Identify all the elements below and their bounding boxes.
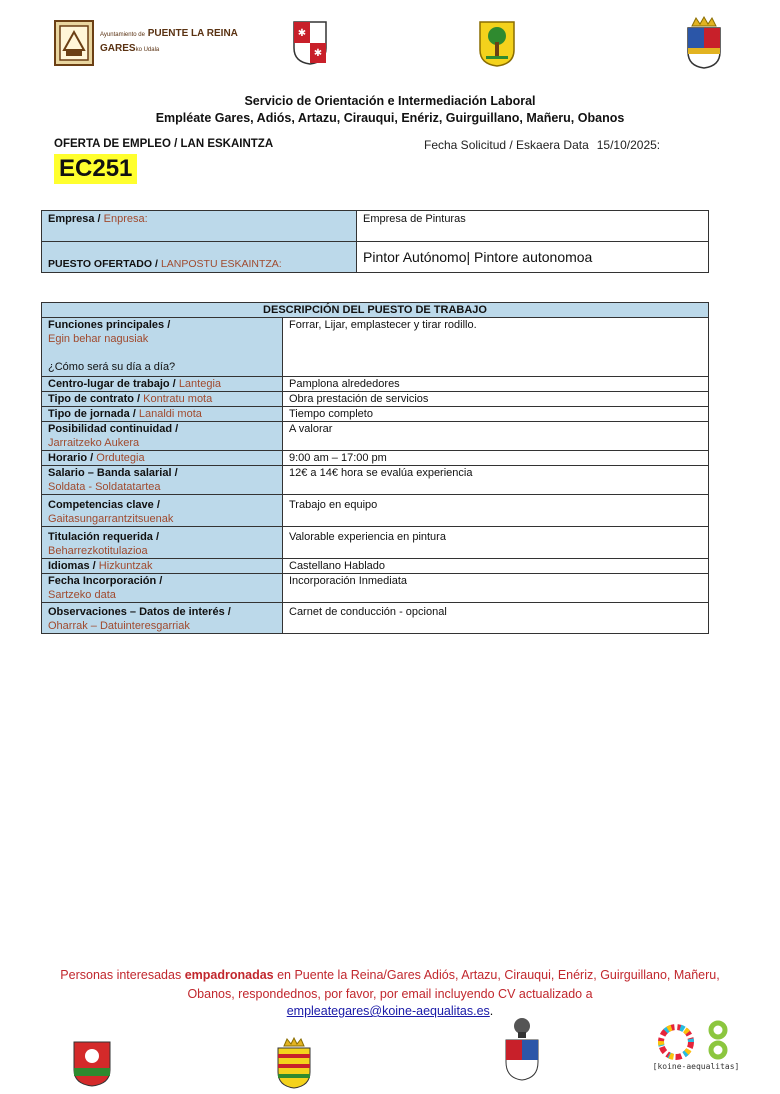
position-label-eu: LANPOSTU ESKAINTZA: [160, 258, 282, 270]
row-label [42, 407, 283, 422]
job-description-header: DESCRIPCIÓN DEL PUESTO DE TRABAJO [42, 303, 709, 318]
row-value: Pamplona alrededores [283, 377, 709, 392]
table-row [42, 377, 709, 392]
row-label-es: Tipo de contrato / [48, 393, 141, 405]
table-row [42, 527, 709, 559]
company-row [42, 211, 709, 242]
table-row [42, 318, 709, 377]
row-value: 12€ a 14€ hora se evalúa experiencia [283, 466, 709, 495]
row-value: Incorporación Inmediata [283, 574, 709, 603]
svg-text:✱: ✱ [297, 28, 307, 39]
municipality-small: Ayuntamiento de [100, 32, 145, 38]
footer-note-bold: empadronadas [184, 968, 274, 982]
row-label [42, 574, 283, 603]
row-label-eu: Beharrezkotitulazioa [48, 545, 148, 557]
row-label-eu: Oharrak – Datuinteresgarriak [48, 620, 190, 632]
table-row [42, 392, 709, 407]
row-label [42, 377, 283, 392]
table-row [42, 603, 709, 634]
row-label-es: Idiomas / [48, 560, 96, 572]
row-label [42, 422, 283, 451]
row-label-es: Salario – Banda salarial / [48, 467, 178, 479]
request-date-label: Fecha Solicitud / Eskaera Data [424, 138, 589, 152]
row-value: Tiempo completo [283, 407, 709, 422]
row-value: Trabajo en equipo [283, 495, 709, 527]
request-date [424, 138, 660, 152]
row-label-eu: Lanaldi mota [138, 408, 202, 420]
crest-crowned-icon [684, 16, 724, 70]
position-label-es: PUESTO OFERTADO / [48, 258, 158, 270]
company-table [41, 210, 709, 273]
row-label-es: Posibilidad continuidad / [48, 423, 179, 435]
table-row [42, 422, 709, 451]
row-label-es: Funciones principales / [48, 319, 171, 331]
municipality-title: PUENTE LA REINA [147, 28, 238, 39]
municipality-shield-icon [54, 20, 94, 66]
row-label [42, 451, 283, 466]
municipality-basque-small: ko Udala [135, 47, 160, 53]
row-value: 9:00 am – 17:00 pm [283, 451, 709, 466]
row-label [42, 603, 283, 634]
job-description-table [41, 302, 709, 634]
municipality-basque: GARES [100, 43, 136, 54]
row-value: Valorable experiencia en pintura [283, 527, 709, 559]
row-label [42, 318, 283, 377]
service-title [0, 93, 780, 127]
row-label-eu: Lantegia [178, 378, 222, 390]
row-label-eu: Soldata - Soldatatartea [48, 481, 161, 493]
row-label-es: Fecha Incorporación / [48, 575, 163, 587]
table-row [42, 574, 709, 603]
row-label-eu: Kontratu mota [143, 393, 213, 405]
koine-aequalitas-text: [koine-aequalitas] [652, 1062, 740, 1071]
company-label-es: Empresa / [48, 213, 101, 225]
service-title-line2: Empléate Gares, Adiós, Artazu, Cirauqui, Enériz, Guirguillano, Mañeru, Obanos [155, 111, 625, 125]
row-value: Castellano Hablado [283, 559, 709, 574]
company-label [42, 211, 357, 242]
row-label-extra: ¿Cómo será su día a día? [48, 361, 176, 373]
row-label-es: Competencias clave / [48, 499, 160, 511]
row-value: Obra prestación de servicios [283, 392, 709, 407]
position-value: Pintor Autónomo| Pintore autonomoa [357, 242, 709, 273]
table-row [42, 559, 709, 574]
row-label-es: Tipo de jornada / [48, 408, 136, 420]
offer-label: OFERTA DE EMPLEO / LAN ESKAINTZA [54, 138, 274, 150]
row-label [42, 466, 283, 495]
table-row [42, 466, 709, 495]
row-label-es: Centro-lugar de trabajo / [48, 378, 176, 390]
footer-crest-sun-icon [72, 1040, 112, 1088]
position-row [42, 242, 709, 273]
svg-text:✱: ✱ [313, 48, 323, 59]
company-value: Empresa de Pinturas [357, 211, 709, 242]
footer-note [40, 966, 740, 1004]
row-label [42, 559, 283, 574]
footer-crest-crown-icon [274, 1036, 314, 1090]
footer-note-post: en Puente la Reina/Gares Adiós, Artazu, Cirauqui, Enériz, Guirguillano, Mañeru, Obanos, respondednos, por favor, por email incluyendo CV actualizado a [187, 968, 720, 1001]
row-label-eu: Sartzeko data [48, 589, 116, 601]
row-label [42, 392, 283, 407]
row-label [42, 527, 283, 559]
municipality-name [100, 27, 280, 57]
footer-email-line [0, 1004, 780, 1018]
table-row [42, 407, 709, 422]
row-label-es: Horario / [48, 452, 94, 464]
offer-code: EC251 [54, 154, 137, 184]
job-description-header-row [42, 303, 709, 318]
row-label-es: Titulación requerida / [48, 531, 160, 543]
position-label [42, 242, 357, 273]
contact-email-suffix: . [489, 1004, 494, 1018]
request-date-value: 15/10/2025: [596, 138, 661, 152]
row-value: A valorar [283, 422, 709, 451]
contact-email-link[interactable]: empleategares@koine-aequalitas.es [286, 1004, 490, 1018]
row-label-eu: Jarraitzeko Aukera [48, 437, 140, 449]
row-label [42, 495, 283, 527]
company-label-eu: Enpresa: [103, 213, 148, 225]
row-value: Carnet de conducción - opcional [283, 603, 709, 634]
footer-note-pre: Personas interesadas [60, 968, 182, 982]
row-label-eu: Ordutegia [96, 452, 145, 464]
row-label-eu: Egin behar nagusiak [48, 333, 149, 345]
service-title-line1: Servicio de Orientación e Intermediación Laboral [244, 94, 536, 108]
table-row [42, 495, 709, 527]
row-label-eu: Gaitasungarrantzitsuenak [48, 513, 174, 525]
row-label-eu: Hizkuntzak [98, 560, 153, 572]
table-row [42, 451, 709, 466]
footer-crest-helmet-icon [502, 1016, 542, 1082]
row-value: Forrar, Lijar, emplastecer y tirar rodillo. [283, 318, 709, 377]
crest-red-white-icon [292, 20, 328, 66]
row-label-es: Observaciones – Datos de interés / [48, 606, 231, 618]
crest-tree-icon [478, 20, 516, 68]
